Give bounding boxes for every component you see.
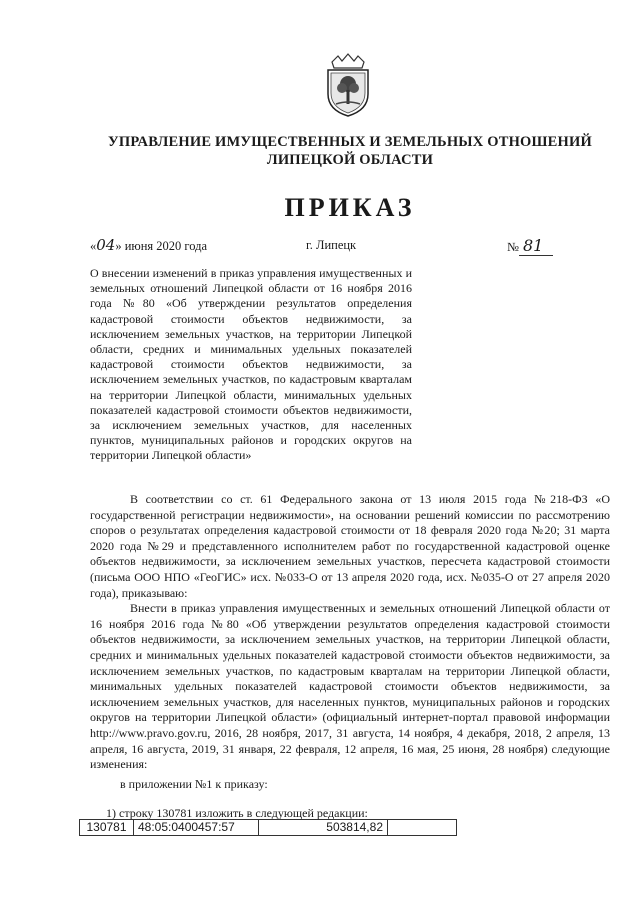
coat-of-arms-emblem [318,52,378,118]
number-handwritten: 81 [519,236,553,256]
document-title: ПРИКАЗ [284,193,416,222]
organization-name-line2: ЛИПЕЦКОЙ ОБЛАСТИ [266,152,434,168]
document-number [507,236,553,255]
organization-name-line1: УПРАВЛЕНИЕ ИМУЩЕСТВЕННЫХ И ЗЕМЕЛЬНЫХ ОТНОШЕНИЙ [108,134,592,150]
item-1-text: 1) строку 130781 изложить в следующей редакции: [106,806,368,820]
body-paragraph-basis: В соответствии со ст. 61 Федерального закона от 13 июля 2015 года №218-ФЗ «О государственной регистрации недвижимости», на основании решений комиссии по рассмотрению споров о результатах определения кадастровой стоимости от 18 февраля 2020 года №20; 31 марта 2020 года №29 и представленного исполнителем работ по государственной кадастровой оценке объектов недвижимости, за исключением земельных участков, пересчета кадастровой стоимости (письма ООО НПО «ГеоГИС» исх. №033-О от 13 апреля 2020 года, исх. №035-О от 27 апреля 2020 года), приказываю: [90,492,610,600]
order-subject: О внесении изменений в приказ управления имущественных и земельных отношений Липецкой области от 16 ноября 2016 года №80 «Об утверждении результатов определения кадастровой стоимости объектов недвижимости, за исключением земельных участков, на территории Липецкой области, средних и минимальных удельных показателей кадастровой стоимости объектов недвижимости, за исключением земельных участков, по кадастровым кварталам на территории Липецкой области, минимальных удельных показателей кадастровой стоимости объектов недвижимости, за исключением земельных участков, для населенных пунктов, муниципальных районов и городских округов на территории Липецкой области» [90,266,412,463]
table-row [80,820,457,836]
document-date [90,236,207,254]
amended-row-table [79,819,457,836]
cadastral-number-cell: 48:05:0400457:57 [134,820,259,836]
date-open-quote: « [90,239,97,253]
cadastral-value-cell: 503814,82 [259,820,388,836]
empty-cell [388,820,457,836]
date-close-quote: » [115,239,122,253]
date-day-handwritten: 04 [96,236,116,254]
document-city: г. Липецк [306,238,357,252]
order-body [90,492,610,773]
row-id-cell: 130781 [80,820,134,836]
number-sign: № [507,240,519,254]
body-paragraph-amendment: Внести в приказ управления имущественных и земельных отношений Липецкой области от 16 ноября 2016 года №80 «Об утверждении результатов определения кадастровой стоимости объектов недвижимости, за исключением земельных участков, на территории Липецкой области, средних и минимальных удельных показателей кадастровой стоимости объектов недвижимости, за исключением земельных участков, по кадастровым кварталам на территории Липецкой области, минимальных удельных показателей кадастровой стоимости объектов недвижимости, за исключением земельных участков, для населенных пунктов, муниципальных районов и городских округов на территории Липецкой области» (официальный интернет-портал правовой информации http://www.pravo.gov.ru, 2016, 28 ноября, 2017, 31 августа, 14 ноября, 4 декабря, 2018, 2 апреля, 13 апреля, 16 августа, 2019, 31 января, 22 февраля, 12 апреля, 16 мая, 25 июня, 28 ноября) следующие изменения: [90,601,610,772]
appendix-line: в приложении №1 к приказу: [120,777,268,791]
date-month-year: июня 2020 года [124,239,208,253]
